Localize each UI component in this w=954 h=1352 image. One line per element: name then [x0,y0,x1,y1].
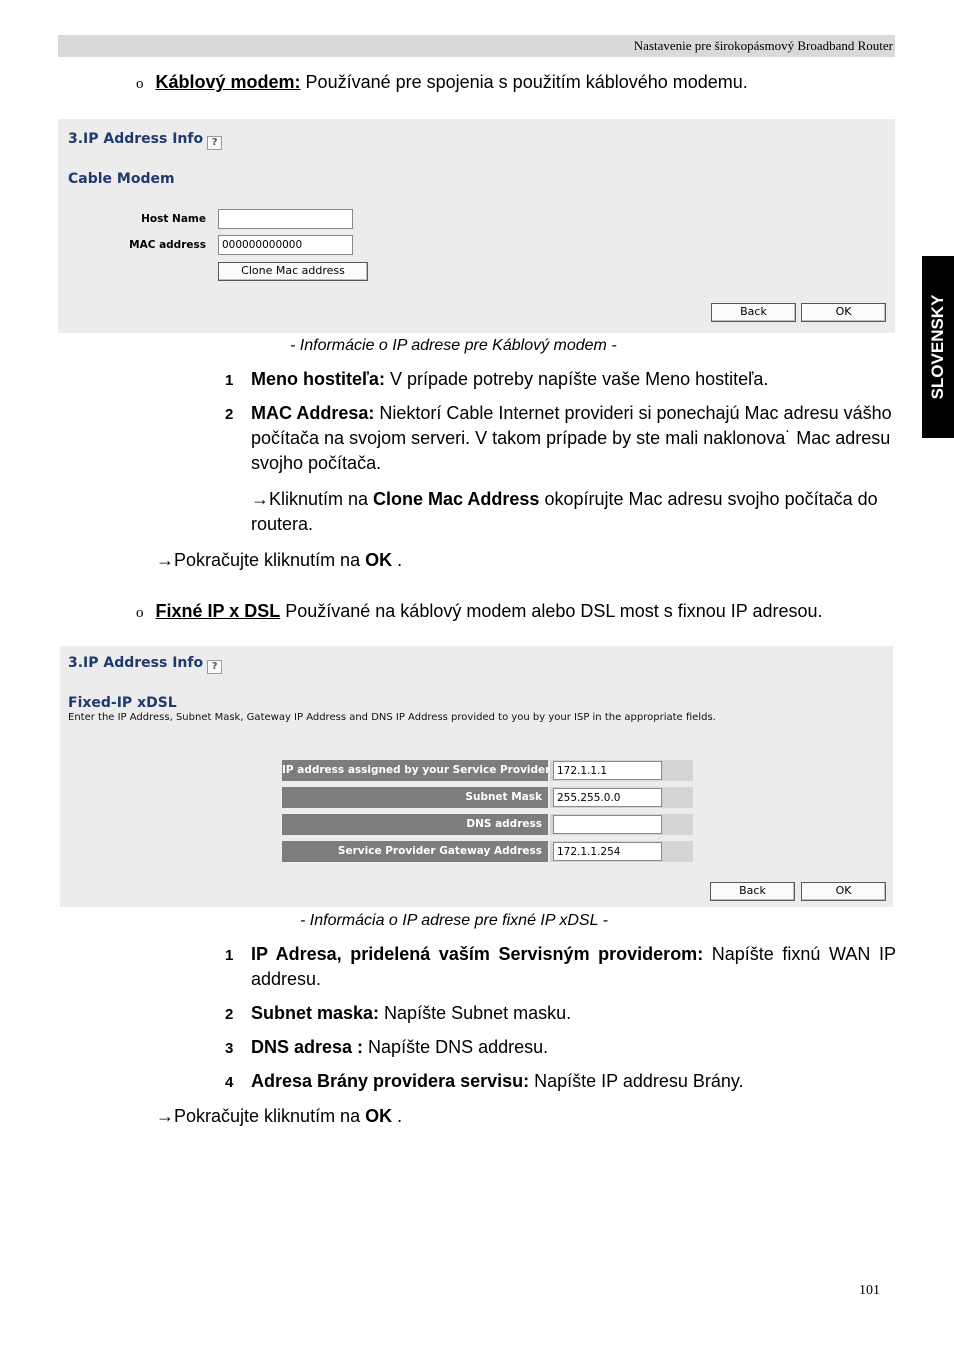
list-text: Napíšte DNS addresu. [363,1037,549,1057]
ip-address-label: IP address assigned by your Service Provider [282,760,548,781]
list-text: Niektorí Cable Internet provideri si ponechajú Mac adresu vášho počítača na svojom serveri. V takom prípade by ste mali naklonova˙ Mac adresu svojho počítača. [251,403,892,473]
list-number: 2 [225,406,234,423]
gateway-address-label: Service Provider Gateway Address [282,841,548,862]
instruction-text: Pokračujte kliknutím na [174,550,366,570]
header-title: Nastavenie pre širokopásmový Broadband Router [633,38,893,53]
clone-instruction [251,487,896,537]
help-icon[interactable]: ? [207,660,222,674]
host-name-label: Host Name [141,213,206,225]
section-title: Fixné IP x DSL [155,601,281,621]
mac-address-label: MAC address [129,239,206,251]
list-number: 2 [225,1006,234,1023]
panel-subtitle: Cable Modem [68,171,175,187]
section-description: Používané pre spojenia s použitím káblového modemu. [305,72,748,92]
list-text: Napíšte fixnú WAN IP addresu. [251,944,896,989]
cable-modem-panel [58,119,895,333]
page-number: 101 [859,1283,880,1298]
subnet-mask-input[interactable]: 255.255.0.0 [553,788,662,807]
bullet-marker: o [136,76,144,92]
panel-instructions: Enter the IP Address, Subnet Mask, Gateway IP Address and DNS IP Address provided to you by your ISP in the appropriate fields. [68,712,716,723]
continue-instruction [156,1106,402,1127]
instruction-text: . [392,550,403,570]
instruction-term: OK [365,550,393,570]
instruction-text: . [392,1106,403,1126]
figure-caption-fixed-ip: - Informácia o IP adrese pre fixné IP xDSL - [300,912,608,929]
list-item-ip-address [251,942,896,992]
list-term: Subnet maska: [251,1003,380,1023]
back-button[interactable]: Back [710,882,795,901]
figure-caption-cable-modem: - Informácie o IP adrese pre Káblový modem - [290,337,617,354]
back-button[interactable]: Back [711,303,796,322]
panel-title-text: 3.IP Address Info [68,131,204,147]
subnet-mask-label: Subnet Mask [282,787,548,808]
list-item-subnet-mask [251,1001,896,1026]
list-term: Adresa Brány providera servisu: [251,1071,530,1091]
ok-button[interactable]: OK [801,882,886,901]
panel-title [68,655,222,674]
panel-title [68,131,222,150]
section-fixed-ip-heading [136,601,823,622]
help-icon[interactable]: ? [207,136,222,150]
list-term: IP Adresa, pridelená vaším Servisným providerom: [251,944,704,964]
instruction-text: Kliknutím na [269,489,374,509]
ip-address-input[interactable]: 172.1.1.1 [553,761,662,780]
dns-address-label: DNS address [282,814,548,835]
list-text: V prípade potreby napíšte vaše Meno hostiteľa. [384,369,769,389]
list-item-gateway [251,1069,896,1094]
list-term: MAC Addresa: [251,403,375,423]
list-text: Napíšte IP addresu Brány. [529,1071,744,1091]
ok-button[interactable]: OK [801,303,886,322]
side-tab-label: SLOVENSKY [928,294,947,400]
arrow-glyph: → [156,550,174,570]
section-description: Používané na káblový modem alebo DSL most s fixnou IP adresou. [280,601,823,621]
continue-instruction [156,550,402,571]
dns-address-input[interactable] [553,815,662,834]
list-number: 3 [225,1040,234,1057]
mac-address-input[interactable]: 000000000000 [218,235,353,255]
list-text: Napíšte Subnet masku. [379,1003,572,1023]
page-header [58,35,895,57]
list-number: 4 [225,1074,234,1091]
list-number: 1 [225,947,234,964]
instruction-term: Clone Mac Address [373,489,540,509]
instruction-text: okopírujte Mac adresu svojho počítača do routera. [251,489,878,534]
list-item-host-name [251,367,896,392]
list-item-dns-address [251,1035,896,1060]
section-title: Káblový modem: [155,72,301,92]
fixed-ip-panel [60,646,893,907]
instruction-text: Pokračujte kliknutím na [174,1106,366,1126]
list-term: DNS adresa : [251,1037,364,1057]
gateway-address-input[interactable]: 172.1.1.254 [553,842,662,861]
clone-mac-button[interactable]: Clone Mac address [218,262,368,281]
panel-title-text: 3.IP Address Info [68,655,204,671]
instruction-term: OK [365,1106,393,1126]
section-cable-modem-heading [136,72,748,93]
arrow-glyph: → [156,1106,174,1126]
list-item-mac-address [251,401,931,476]
list-number: 1 [225,372,234,389]
bullet-marker: o [136,605,144,621]
list-term: Meno hostiteľa: [251,369,385,389]
host-name-input[interactable] [218,209,353,229]
panel-subtitle: Fixed-IP xDSL [68,695,177,711]
arrow-glyph: → [251,489,269,509]
